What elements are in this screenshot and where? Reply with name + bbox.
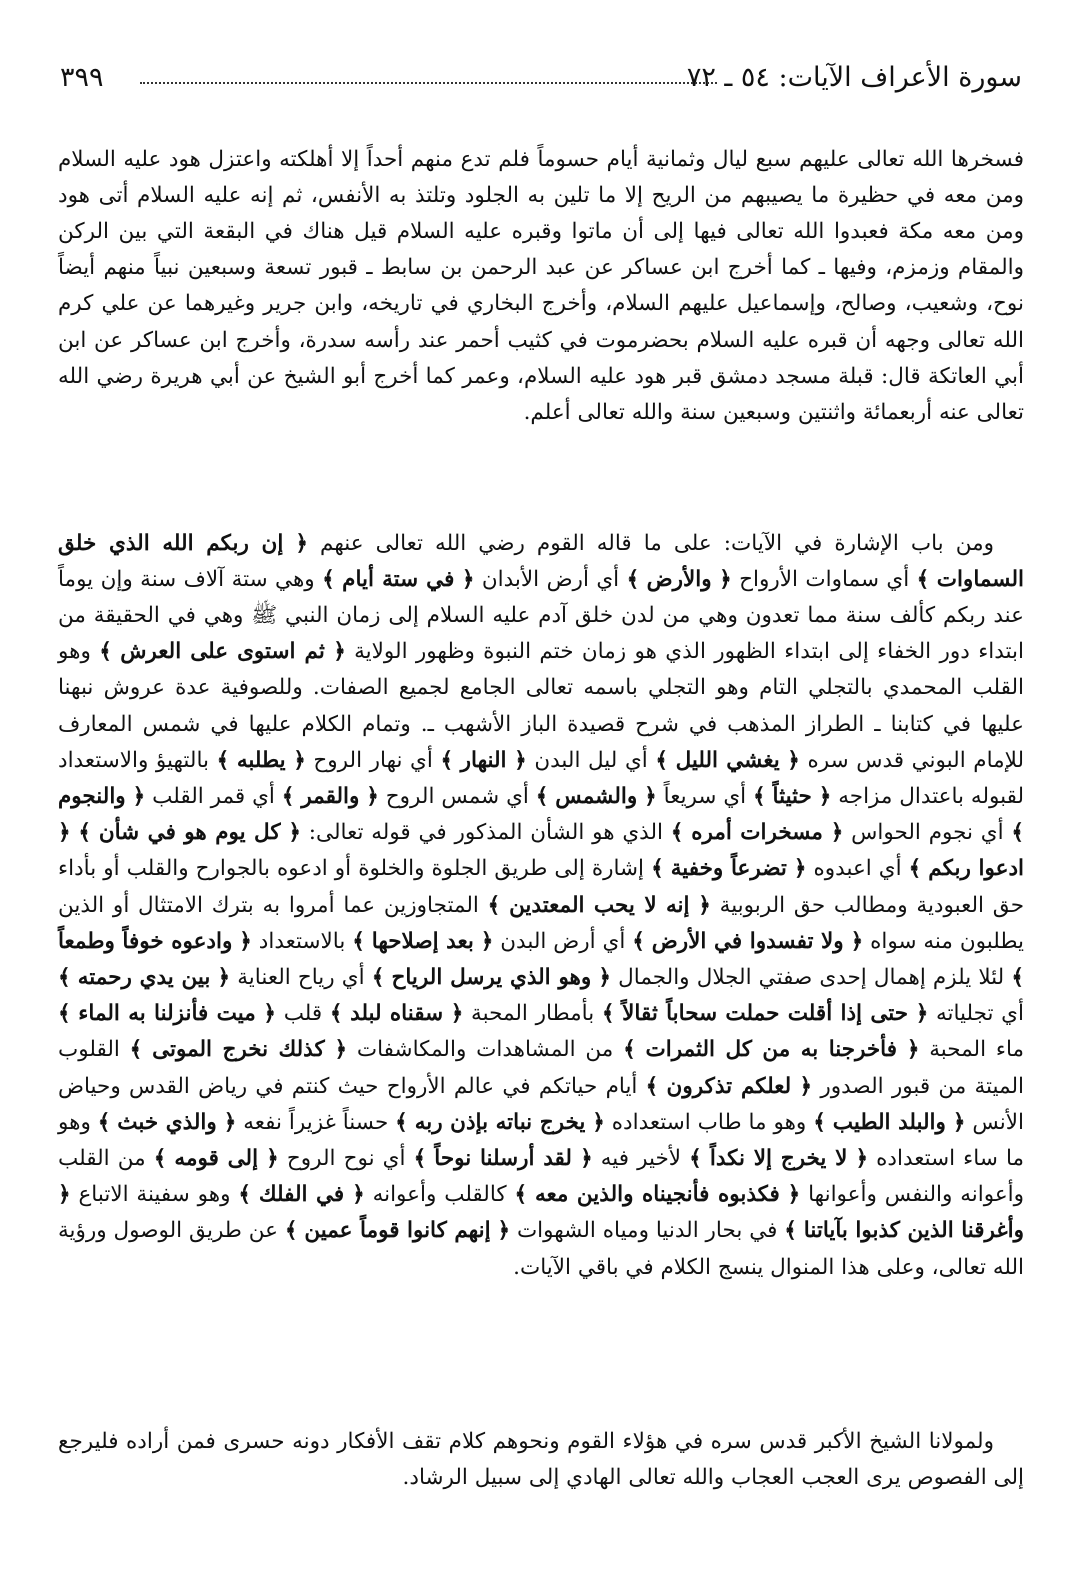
quran-verse: ميت فأنزلنا به الماء [78, 1001, 256, 1027]
ornate-bracket-open: ﴿ [217, 964, 231, 990]
ornate-bracket-open: ﴿ [480, 928, 494, 954]
ornate-bracket-open: ﴿ [787, 1182, 801, 1208]
ornate-bracket-open: ﴿ [461, 566, 475, 592]
ornate-bracket-close: ﴾ [655, 747, 668, 773]
ornate-bracket-close: ﴾ [626, 566, 640, 592]
ornate-bracket-close: ﴾ [689, 1145, 702, 1171]
quran-verse: حثيثاً [772, 783, 812, 809]
paragraph-3: ولمولانا الشيخ الأكبر قدس سره في هؤلاء القوم ونحوهم كلام تقف الأفكار دونه حسرى فمن أراده فليرجع إلى الفصوص يرى العجب العجاب والله تعالى الهادي إلى سبيل الرشاد. [58, 1428, 1024, 1490]
ornate-bracket-open: ﴿ [818, 783, 832, 809]
ornate-bracket-close: ﴾ [58, 1001, 71, 1027]
commentary-text: حسناً غزيراً نفعه [236, 1109, 396, 1135]
commentary-text: أي سريعاً [656, 783, 754, 809]
commentary-text: أيام حياتكم في عالم الأرواح حيث كنتم في رياض القدس وحياض الأنس [58, 1073, 1024, 1135]
ornate-bracket-close: ﴾ [1011, 964, 1024, 990]
quran-verse: في الفلك [258, 1182, 345, 1208]
ornate-bracket-close: ﴾ [58, 964, 71, 990]
ornate-bracket-close: ﴾ [371, 964, 385, 990]
quran-verse: كذلك نخرج الموتى [152, 1037, 325, 1063]
commentary-text: قلب [276, 1001, 330, 1027]
ornate-bracket-open: ﴿ [855, 1145, 869, 1171]
commentary-text: في بحار الدنيا ومياه الشهوات [510, 1218, 785, 1244]
quran-verse: والنجوم [58, 783, 126, 809]
quran-verse: بعد إصلاحها [371, 928, 474, 954]
ornate-bracket-close: ﴾ [216, 747, 230, 773]
ornate-bracket-open: ﴿ [952, 1109, 966, 1135]
quran-verse: والقمر [301, 783, 360, 809]
ornate-bracket-open: ﴿ [132, 783, 146, 809]
ornate-bracket-open: ﴿ [514, 747, 527, 773]
ornate-bracket-close: ﴾ [753, 783, 766, 809]
ornate-bracket-close: ﴾ [623, 1037, 636, 1063]
commentary-text: من المشاهدات والمكاشفات [347, 1037, 624, 1063]
ornate-bracket-open: ﴿ [580, 1145, 593, 1171]
ornate-bracket-close: ﴾ [440, 747, 454, 773]
header-dotted-leader [140, 82, 717, 84]
commentary-text: القلوب الميتة من قبور الصدور [58, 1037, 1024, 1099]
ornate-bracket-open: ﴿ [719, 566, 732, 592]
quran-verse: وأغرقنا الذين كذبوا بآياتنا [803, 1218, 1025, 1244]
quran-verse: مسخرات أمره [691, 820, 823, 846]
quran-verse: والشمس [555, 783, 638, 809]
quran-verse: يخرج نباته بإذن ربه [414, 1109, 586, 1135]
ornate-bracket-open: ﴿ [850, 928, 864, 954]
quran-verse: والبلد الطيب [832, 1109, 946, 1135]
ornate-bracket-close: ﴾ [129, 1037, 143, 1063]
quran-verse: النهار [460, 747, 507, 773]
chapter-title: سورة الأعراف الآيات: ٥٤ ـ ٧٢ [686, 62, 1022, 93]
commentary-text: ومن باب الإشارة في الآيات: على ما قاله القوم رضي الله تعالى عنهم [307, 530, 994, 556]
commentary-text: أي أرض البدن [493, 928, 633, 954]
quran-verse: لا يخرج إلا نكداً [709, 1145, 848, 1171]
ornate-bracket-close: ﴾ [153, 1145, 167, 1171]
ornate-bracket-open: ﴿ [295, 530, 308, 556]
commentary-text: لئلا يلزم إهمال إحدى صفتي الجلال والجمال [611, 964, 1012, 990]
paragraph-1: فسخرها الله تعالى عليهم سبع ليال وثمانية أيام حسوماً فلم تدع منهم أحداً إلا أهلكته واعتزل هود عليه السلام ومن معه في حظيرة ما يصيبهم من الريح إلا ما تلين به الجلود وتلتذ به الأنفس، ثم إنه عليه السلام أتى هود ومن معه مكة فعبدوا الله تعالى فيها إلى أن ماتوا وقبره عليه السلام قيل هناك في البقعة التي بين الركن والمقام وزمزم، وفيها ـ كما أخرج ابن عساكر عن عبد الرحمن بن سابط ـ قبور تسعة وسبعين نبياً منهم أيضاً نوح، وشعيب، وصالح، وإسماعيل عليهم السلام، وأخرج البخاري في تاريخه، وابن جرير وغيرهما عن علي كرم الله تعالى وجهه أن قبره عليه السلام بحضرموت في كثيب أحمر عند رأسه سدرة، وأخرج ابن عساكر عن ابن أبي العاتكة قال: قبلة مسجد دمشق قبر هود عليه السلام، وعمر كما أخرج أبو الشيخ عن أبي هريرة رضي الله تعالى عنه أربعمائة واثنتين وسبعين سنة والله تعالى أعلم. [58, 146, 1024, 425]
commentary-text: بالتهيؤ والاستعداد لقبوله باعتدال مزاجه [58, 747, 1025, 809]
ornate-bracket-close: ﴾ [651, 856, 664, 882]
ornate-bracket-close: ﴾ [238, 1182, 251, 1208]
ornate-bracket-open: ﴿ [333, 639, 346, 665]
ornate-bracket-open: ﴿ [450, 1001, 464, 1027]
quran-verse: إلى قومه [174, 1145, 259, 1171]
ornate-bracket-open: ﴿ [239, 928, 252, 954]
ornate-bracket-close: ﴾ [908, 856, 922, 882]
ornate-bracket-close: ﴾ [487, 892, 501, 918]
quran-verse: تضرعاً وخفية [670, 856, 787, 882]
ornate-bracket-close: ﴾ [632, 928, 645, 954]
ornate-bracket-close: ﴾ [670, 820, 684, 846]
commentary-text: عن طريق الوصول ورؤية الله تعالى، وعلى هذا المنوال ينسج الكلام في باقي الآيات. [58, 1218, 1024, 1280]
ornate-bracket-open: ﴿ [223, 1109, 237, 1135]
ornate-bracket-open: ﴿ [366, 783, 379, 809]
ornate-bracket-open: ﴿ [793, 856, 807, 882]
quran-verse: والذي خبث [117, 1109, 217, 1135]
commentary-text: لأخير فيه [592, 1145, 690, 1171]
commentary-text: أي نهار الروح [305, 747, 441, 773]
ornate-bracket-close: ﴾ [97, 1109, 111, 1135]
commentary-text: أي شمس الروح [378, 783, 536, 809]
ornate-bracket-open: ﴿ [830, 820, 844, 846]
ornate-bracket-close: ﴾ [413, 1145, 427, 1171]
ornate-bracket-open: ﴿ [915, 1001, 929, 1027]
ornate-bracket-close: ﴾ [395, 1109, 408, 1135]
commentary-text: المتجاوزين عما أمروا به بترك الامتثال أو الذين يطلبون منه سواه [58, 892, 1024, 954]
page-number: ٣٩٩ [60, 62, 104, 93]
ornate-bracket-close: ﴾ [813, 1109, 826, 1135]
ornate-bracket-close: ﴾ [535, 783, 549, 809]
quran-verse: ثم استوى على العرش [120, 639, 325, 665]
commentary-text: وهو سفينة الاتباع [70, 1182, 239, 1208]
commentary-text: من القلب وأعوانه والنفس وأعوانها [58, 1145, 1025, 1208]
paragraph-2 [58, 526, 1024, 1286]
ornate-bracket-close: ﴾ [1011, 820, 1025, 846]
ornate-bracket-open: ﴿ [293, 747, 306, 773]
ornate-bracket-open: ﴿ [598, 964, 612, 990]
commentary-text: وهو ما طاب استعداده [604, 1109, 814, 1135]
quran-verse: ادعوا ربكم [928, 856, 1024, 882]
commentary-text: ماء المحبة [919, 1037, 1025, 1063]
commentary-text: أي نجوم الحواس [843, 820, 1012, 846]
ornate-bracket-open: ﴿ [644, 783, 657, 809]
commentary-text: بالاستعداد [251, 928, 353, 954]
quran-verse: فأخرجنا به من كل الثمرات [645, 1037, 898, 1063]
ornate-bracket-close: ﴾ [281, 783, 295, 809]
ornate-bracket-open: ﴿ [698, 892, 711, 918]
commentary-text: أي اعبدوه [806, 856, 909, 882]
quran-verse: يطلبه [236, 747, 286, 773]
commentary-text: أي قمر القلب [145, 783, 282, 809]
quran-verse: كل يوم هو في شأن [98, 820, 281, 846]
quran-verse: والأرض [646, 566, 712, 592]
quran-verse: فكذبوه فأنجيناه والذين معه [535, 1182, 780, 1208]
commentary-text: أي ليل البدن [526, 747, 656, 773]
ornate-bracket-close: ﴾ [601, 1001, 615, 1027]
ornate-bracket-open: ﴿ [787, 747, 800, 773]
quran-verse: وادعوه خوفاً وطمعاً [58, 928, 233, 954]
quran-verse: في ستة أيام [342, 566, 455, 592]
quran-verse: سقناه لبلد [350, 1001, 444, 1027]
ornate-bracket-open: ﴿ [288, 820, 301, 846]
ornate-bracket-open: ﴿ [906, 1037, 920, 1063]
ornate-bracket-close: ﴾ [916, 566, 930, 592]
ornate-bracket-close: ﴾ [329, 1001, 343, 1027]
quran-verse: لعلكم تذكرون [666, 1073, 792, 1099]
quran-verse: إنه لا يحب المعتدين [509, 892, 690, 918]
commentary-text: أي تجلياته [928, 1001, 1024, 1027]
running-header [60, 62, 1022, 102]
commentary-text: كالقلب وأعوانه [364, 1182, 515, 1208]
ornate-bracket-close: ﴾ [99, 639, 112, 665]
quran-verse: إن ربكم الله الذي خلق السماوات [58, 530, 1024, 592]
ornate-bracket-close: ﴾ [284, 1218, 298, 1244]
ornate-bracket-close: ﴾ [352, 928, 365, 954]
ornate-bracket-open: ﴿ [352, 1182, 365, 1208]
ornate-bracket-open: ﴿ [58, 820, 71, 846]
commentary-text: وهي ستة آلاف سنة وإن يوماً عند ربكم كألف سنة مما تعدون وهي من لدن خلق آدم عليه السلام إلى زمان النبي ﷺ وهي في الحقيقة من ابتداء دور الخفاء إلى ابتداء الظهور الذي هو زمان ختم النبوة وظهور الولاية [58, 566, 1025, 665]
commentary-text: أي نوح الروح [278, 1145, 414, 1171]
ornate-bracket-close: ﴾ [645, 1073, 659, 1099]
ornate-bracket-open: ﴿ [58, 1182, 71, 1208]
commentary-text: وهو القلب المحمدي بالتجلي التام وهو التجلي باسمه تعالى الجامع لجميع الصفات. وللصوفية عدة عروش نبهنا عليها في كتابنا ـ الطراز المذهب في شرح قصيدة الباز الأشهب ـ. وتمام الكلام عليها في شمس المعارف للإمام البوني قدس سره [58, 639, 1025, 773]
commentary-text: أي سماوات الأرواح [731, 566, 917, 592]
ornate-bracket-open: ﴿ [497, 1218, 511, 1244]
quran-verse: وهو الذي يرسل الرياح [391, 964, 592, 990]
commentary-text: بأمطار المحبة [463, 1001, 602, 1027]
ornate-bracket-open: ﴿ [592, 1109, 605, 1135]
commentary-text: الذي هو الشأن المذكور في قوله تعالى: [301, 820, 671, 846]
quran-verse: حتى إذا أقلت حملت سحاباً ثقالاً [622, 1001, 909, 1027]
commentary-text: أي رياح العناية [230, 964, 372, 990]
ornate-bracket-open: ﴿ [266, 1145, 279, 1171]
ornate-bracket-close: ﴾ [322, 566, 335, 592]
quran-verse: إنهم كانوا قوماً عمين [304, 1218, 491, 1244]
quran-verse: ولا تفسدوا في الأرض [651, 928, 844, 954]
quran-verse: بين يدي رحمته [77, 964, 211, 990]
commentary-text: إشارة إلى طريق الجلوة والخلوة أو ادعوه بالجوارح والقلب أو بأداء حق العبودية ومطالب حق الربوبية [58, 856, 1024, 918]
quran-verse: لقد أرسلنا نوحاً [434, 1145, 572, 1171]
quran-verse: يغشي الليل [675, 747, 780, 773]
ornate-bracket-open: ﴿ [263, 1001, 277, 1027]
ornate-bracket-close: ﴾ [784, 1218, 797, 1244]
ornate-bracket-open: ﴿ [334, 1037, 348, 1063]
ornate-bracket-close: ﴾ [514, 1182, 528, 1208]
ornate-bracket-open: ﴿ [799, 1073, 813, 1099]
ornate-bracket-close: ﴾ [78, 820, 92, 846]
commentary-text: أي أرض الأبدان [474, 566, 627, 592]
commentary-text: وهو ما ساء استعداده [58, 1109, 1025, 1171]
